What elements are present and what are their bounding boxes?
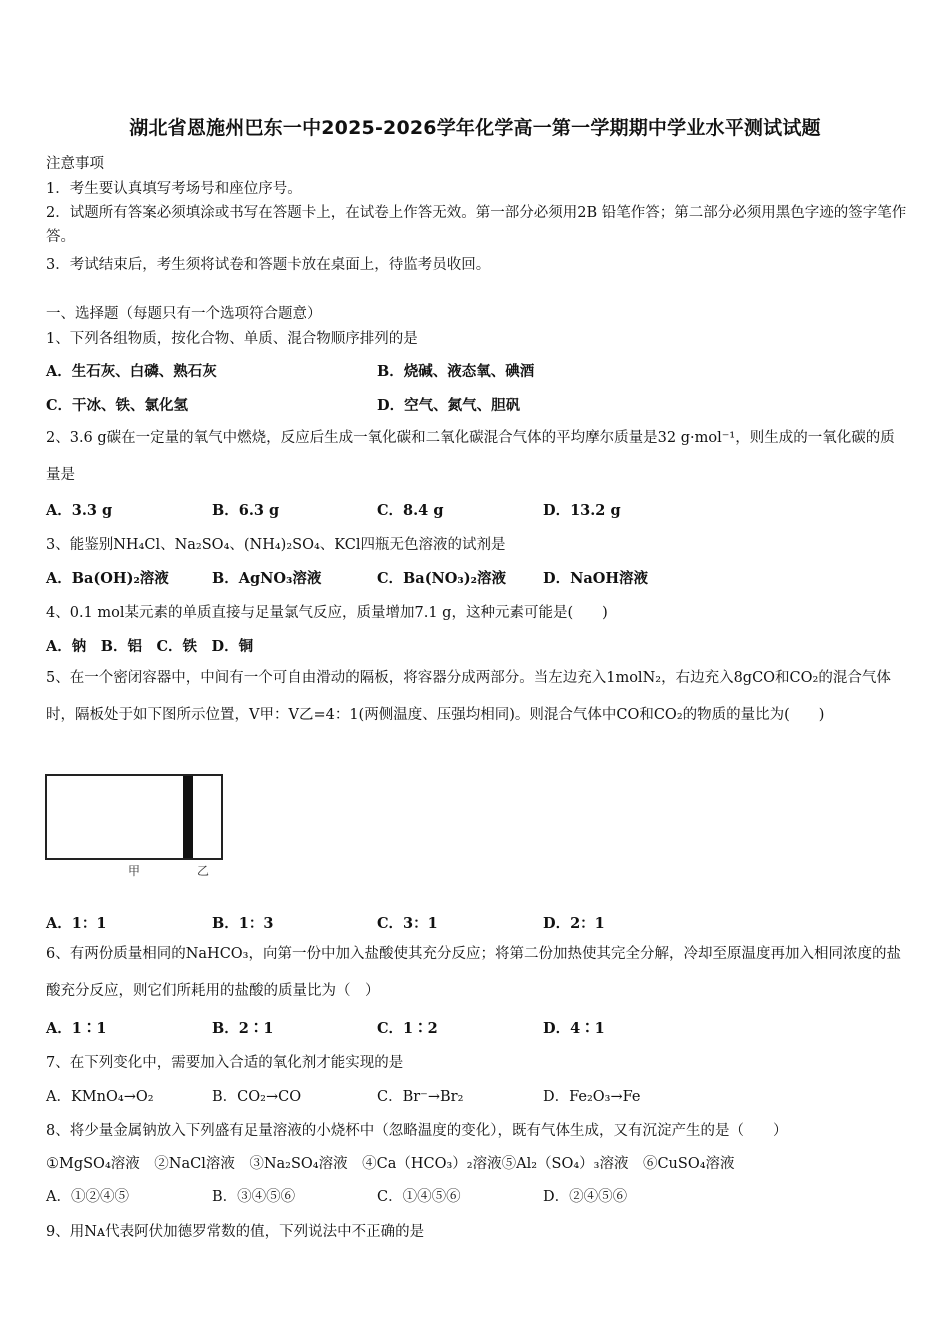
q5-option-b: B．1：3	[212, 915, 274, 932]
q1-option-a: A．生石灰、白磷、熟石灰	[46, 363, 217, 380]
question-5-stem: 5、在一个密闭容器中，中间有一个可自由滑动的隔板，将容器分成两部分。当左边充入1molN₂，右边充入8gCO和CO₂的混合气体时，隔板处于如下图所示位置，V甲：V乙=4：1(两侧温度、压强均相同)。则混合气体中CO和CO₂的物质的量比为( )	[46, 670, 891, 723]
notice-item-1: 1．考生要认真填写考场号和座位序号。	[46, 181, 302, 197]
q2-option-b: B．6.3 g	[212, 502, 280, 519]
q7-option-c: C．Br⁻→Br₂	[377, 1089, 464, 1105]
q1-option-b: B．烧碱、液态氧、碘酒	[377, 363, 535, 380]
q8-option-a: A．①②④⑤	[46, 1189, 129, 1205]
q8-option-b: B．③④⑤⑥	[212, 1189, 296, 1205]
q6-option-d: D．4∶1	[543, 1020, 605, 1037]
diagram-label-yi: 乙	[197, 864, 210, 878]
q1-option-c: C．干冰、铁、氯化氢	[46, 397, 189, 414]
q2-option-d: D．13.2 g	[543, 502, 621, 519]
notice-item-2: 2．试题所有答案必须填涂或书写在答题卡上，在试卷上作答无效。第一部分必须用2B 铅笔作答；第二部分必须用黑色字迹的签字笔作答。	[46, 205, 907, 245]
q6-option-b: B．2∶1	[212, 1020, 274, 1037]
q8-option-c: C．①④⑤⑥	[377, 1189, 461, 1205]
partition-bar	[183, 776, 193, 858]
q1-option-d: D．空气、氮气、胆矾	[377, 397, 521, 414]
q4-options: A．钠 B．铝 C．铁 D．铜	[46, 638, 254, 655]
q3-option-c: C．Ba(NO₃)₂溶液	[377, 570, 506, 587]
question-6-stem: 6、有两份质量相同的NaHCO₃，向第一份中加入盐酸使其充分反应；将第二份加热使其完全分解，冷却至原温度再加入相同浓度的盐酸充分反应，则它们所耗用的盐酸的质量比为（ ）	[46, 946, 901, 999]
q5-option-a: A．1：1	[46, 915, 107, 932]
q6-option-c: C．1∶2	[377, 1020, 438, 1037]
question-7-stem: 7、在下列变化中，需要加入合适的氧化剂才能实现的是	[46, 1055, 404, 1071]
question-4-stem: 4、0.1 mol某元素的单质直接与足量氯气反应，质量增加7.1 g，这种元素可能是( )	[46, 605, 608, 621]
q3-option-a: A．Ba(OH)₂溶液	[46, 570, 169, 587]
q2-option-c: C．8.4 g	[377, 502, 444, 519]
question-1-stem: 1、下列各组物质，按化合物、单质、混合物顺序排列的是	[46, 331, 418, 347]
q7-option-b: B．CO₂→CO	[212, 1089, 302, 1105]
page-title: 湖北省恩施州巴东一中2025-2026学年化学高一第一学期期中学业水平测试试题	[129, 117, 821, 139]
q3-option-d: D．NaOH溶液	[543, 570, 649, 587]
notice-heading: 注意事项	[46, 156, 104, 172]
q5-option-c: C．3：1	[377, 915, 438, 932]
question-2-stem: 2、3.6 g碳在一定量的氧气中燃烧，反应后生成一氧化碳和二氧化碳混合气体的平均摩尔质量是32 g·mol⁻¹，则生成的一氧化碳的质量是	[46, 430, 895, 483]
section-heading: 一、选择题（每题只有一个选项符合题意）	[46, 306, 322, 322]
q8-option-d: D．②④⑤⑥	[543, 1189, 628, 1205]
q8-item-list: ①MgSO₄溶液 ②NaCl溶液 ③Na₂SO₄溶液 ④Ca（HCO₃）₂溶液⑤Al₂（SO₄）₃溶液 ⑥CuSO₄溶液	[46, 1156, 735, 1172]
q3-option-b: B．AgNO₃溶液	[212, 570, 322, 587]
q7-option-a: A．KMnO₄→O₂	[46, 1089, 154, 1105]
q6-option-a: A．1∶1	[46, 1020, 107, 1037]
diagram-label-jia: 甲	[128, 864, 141, 878]
question-3-stem: 3、能鉴别NH₄Cl、Na₂SO₄、(NH₄)₂SO₄、KCl四瓶无色溶液的试剂是	[46, 537, 506, 553]
question-9-stem: 9、用Nᴀ代表阿伏加德罗常数的值，下列说法中不正确的是	[46, 1224, 425, 1240]
q7-option-d: D．Fe₂O₃→Fe	[543, 1089, 641, 1105]
notice-item-3: 3．考试结束后，考生须将试卷和答题卡放在桌面上，待监考员收回。	[46, 257, 491, 273]
partition-container-diagram	[45, 774, 223, 860]
question-8-stem: 8、将少量金属钠放入下列盛有足量溶液的小烧杯中（忽略温度的变化），既有气体生成，又有沉淀产生的是（ ）	[46, 1123, 788, 1139]
q5-option-d: D．2：1	[543, 915, 605, 932]
q2-option-a: A．3.3 g	[46, 502, 113, 519]
